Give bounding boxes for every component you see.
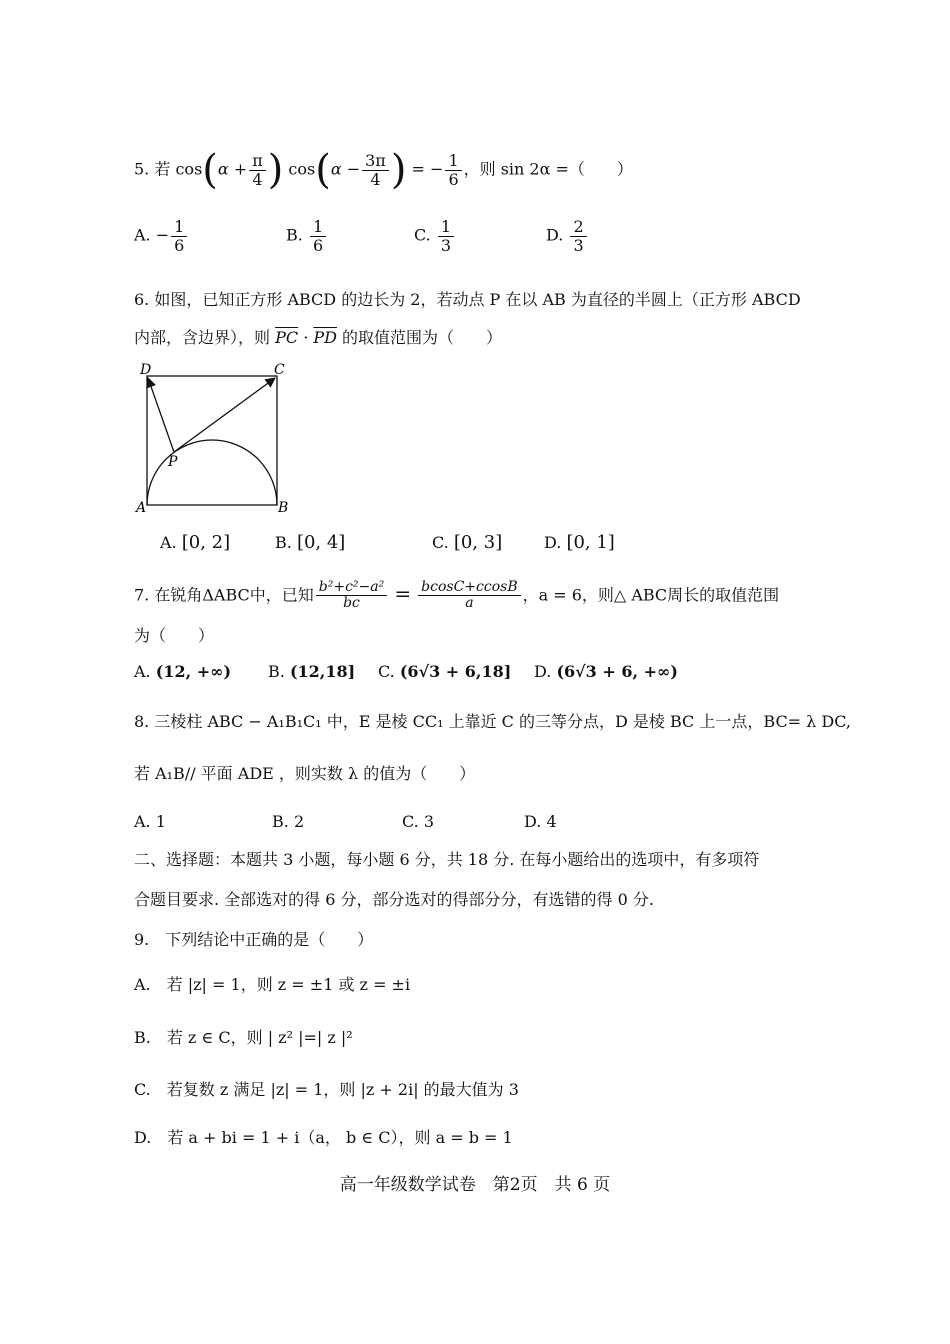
q7-line1: 7. 在锐角ΔABC中，已知 $\frac{\text{b²+c²−a²}}{bc}$ = $\frac{bcosC+ccosB}{a}$ ，a = 6，则△ ABC周长的取值范围 — [134, 579, 780, 612]
q5-text-a: 若 — [154, 159, 171, 179]
q6-line2: 内部，含边界），则 $\overline{PC} \cdot \overline{PD}$ 的取值范围为（ ） — [134, 328, 503, 347]
label-d: D — [140, 362, 152, 378]
semicircle — [147, 440, 277, 505]
q5-eq: = − — [411, 159, 444, 179]
section2-line1: 二、选择题：本题共 3 小题，每小题 6 分，共 18 分. 在每小题给出的选项中，有多项符 — [134, 850, 760, 869]
q5-cos1: cos — [175, 159, 203, 179]
q6-option-c[interactable]: C. [0, 3] — [432, 532, 503, 553]
q8-option-c[interactable]: C. 3 — [402, 812, 435, 831]
q7-option-d[interactable]: D. (6√3 + 6, +∞) — [534, 662, 678, 681]
q8-line2: 若 A₁B// 平面 ADE ，则实数 λ 的值为（ ） — [134, 764, 476, 783]
q7-frac1: $\frac{\text{b²+c²−a²}}{bc}$ — [316, 580, 387, 612]
square-figure — [132, 358, 302, 518]
q8-option-d[interactable]: D. 4 — [524, 812, 557, 831]
q5-option-c[interactable]: C. $\frac{1}{3}$ — [414, 218, 456, 254]
q5-number: 5. — [134, 159, 150, 179]
q5-text-b: ，则 sin 2α =（ ） — [463, 159, 633, 179]
vector-pd: $\overline{PD}$ — [313, 328, 337, 347]
q7-option-b[interactable]: B. (12,18] — [268, 662, 356, 681]
q5-option-a[interactable]: A. − $\frac{1}{6}$ — [134, 218, 189, 254]
q7-frac2: $\frac{bcosC+ccosB}{a}$ — [418, 580, 520, 612]
q5-alpha-minus: α − — [330, 159, 361, 179]
label-c: C — [274, 362, 285, 378]
q5-frac2: $\frac{3\pi}{4}$ — [362, 152, 389, 188]
q9-stem: 9. 下列结论中正确的是（ ） — [134, 930, 374, 949]
q5-option-b[interactable]: B. $\frac{1}{6}$ — [286, 218, 328, 254]
question-5: 5. 若 cos(α + $\frac{\pi}{4}$ ) cos(α − $\frac{3\pi}{4}$ ) = − $\frac{1}{6}$ ，则 sin 2α =（ ） — [134, 147, 633, 193]
q8-option-b[interactable]: B. 2 — [272, 812, 305, 831]
label-p: P — [168, 454, 178, 470]
label-a: A — [136, 500, 147, 516]
arrow-pd — [148, 378, 174, 452]
q7-line2: 为（ ） — [134, 626, 215, 645]
q9-option-c[interactable]: C. 若复数 z 满足 |z| = 1，则 |z + 2i| 的最大值为 3 — [134, 1080, 519, 1099]
vector-pc: $\overline{PC}$ — [275, 328, 299, 347]
q9-option-b[interactable]: B. 若 z ∈ C，则 | z² |=| z |² — [134, 1028, 353, 1047]
q6-line1: 6. 如图，已知正方形 ABCD 的边长为 2，若动点 P 在以 AB 为直径的半圆上（正方形 ABCD — [134, 290, 801, 309]
q6-option-d[interactable]: D. [0, 1] — [544, 532, 615, 553]
q5-rhs: $\frac{1}{6}$ — [445, 152, 461, 188]
q8-option-a[interactable]: A. 1 — [134, 812, 166, 831]
q5-frac1: $\frac{\pi}{4}$ — [249, 152, 266, 188]
q5-cos2: cos — [288, 159, 316, 179]
q7-option-a[interactable]: A. (12, +∞) — [134, 662, 232, 681]
q6-option-a[interactable]: A. [0, 2] — [160, 532, 231, 553]
q8-line1: 8. 三棱柱 ABC − A₁B₁C₁ 中，E 是棱 CC₁ 上靠近 C 的三等分点，D 是棱 BC 上一点，BC= λ DC, — [134, 712, 851, 731]
q6-option-b[interactable]: B. [0, 4] — [275, 532, 346, 553]
q9-option-a[interactable]: A. 若 |z| = 1，则 z = ±1 或 z = ±i — [134, 975, 411, 994]
label-b: B — [278, 500, 289, 516]
q5-option-d[interactable]: D. $\frac{2}{3}$ — [546, 218, 589, 254]
q9-option-d[interactable]: D. 若 a + bi = 1 + i（a， b ∈ C），则 a = b = 1 — [134, 1128, 513, 1147]
section2-line2: 合题目要求. 全部选对的得 6 分，部分选对的得部分分，有选错的得 0 分. — [134, 890, 654, 909]
q7-option-c[interactable]: C. (6√3 + 6,18] — [378, 662, 512, 681]
q5-alpha-plus: α + — [217, 159, 248, 179]
page-footer: 高一年级数学试卷 第2页 共 6 页 — [339, 1175, 611, 1195]
